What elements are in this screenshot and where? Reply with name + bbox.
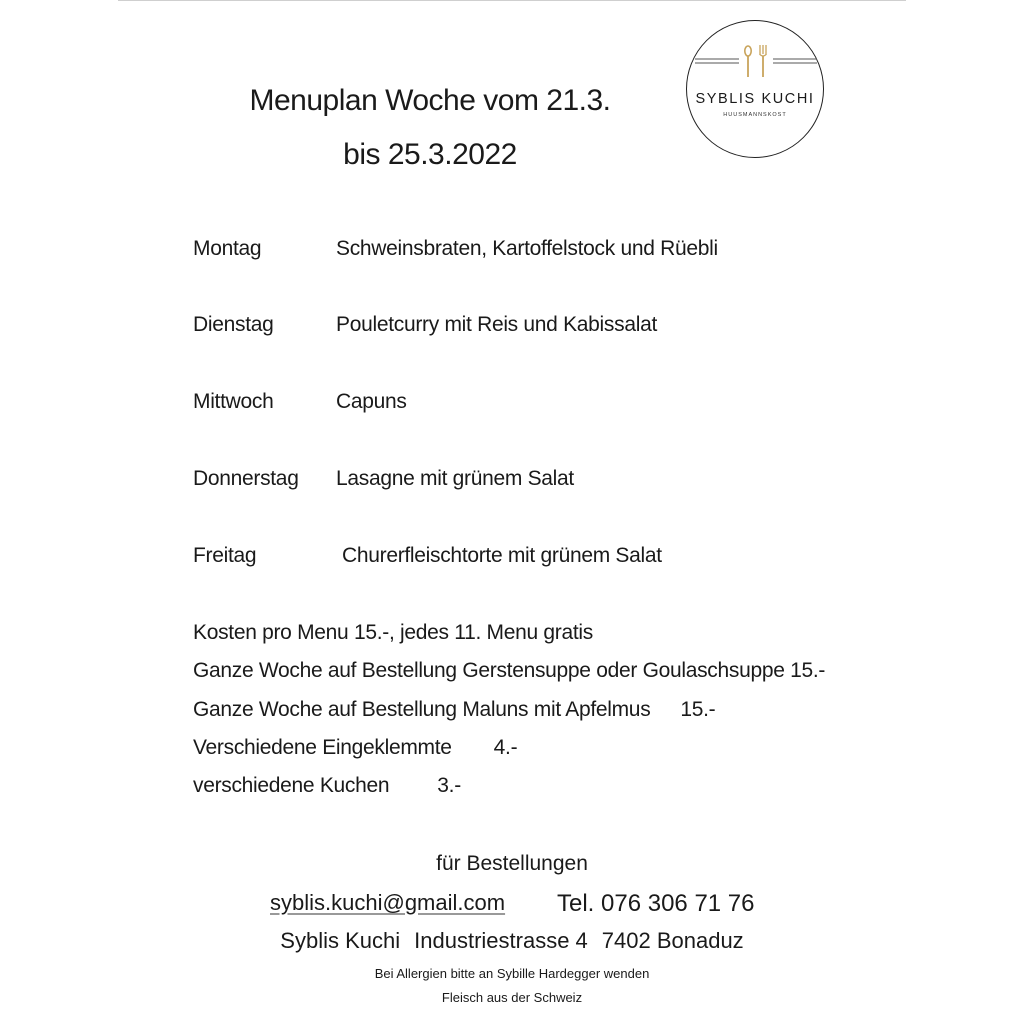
page-title-line1: Menuplan Woche vom 21.3. xyxy=(249,84,611,117)
info-cakes xyxy=(193,774,461,798)
info-maluns-price: 15.- xyxy=(680,698,716,721)
page-title-line2: bis 25.3.2022 xyxy=(343,138,517,171)
origin-note: Fleisch aus der Schweiz xyxy=(441,990,583,1005)
menu-dish: Capuns xyxy=(336,390,407,413)
business-name: Syblis Kuchi xyxy=(280,928,401,953)
logo-tagline: HUUSMANNSKOST xyxy=(723,112,787,118)
menu-dish: Schweinsbraten, Kartoffelstock und Rüebli xyxy=(336,237,718,260)
info-sandwiches-price: 4.- xyxy=(493,736,518,759)
info-cost: Kosten pro Menu 15.-, jedes 11. Menu gratis xyxy=(193,621,593,644)
info-sandwiches-text: Verschiedene Eingeklemmte xyxy=(193,736,452,759)
email-link[interactable]: syblis.kuchi@gmail.com xyxy=(270,890,506,915)
contact-phone: Tel. 076 306 71 76 xyxy=(557,890,755,917)
top-divider xyxy=(118,0,906,1)
allergy-note: Bei Allergien bitte an Sybille Hardegger wenden xyxy=(374,966,650,981)
info-soup: Ganze Woche auf Bestellung Gerstensuppe oder Goulaschsuppe 15.- xyxy=(193,659,826,682)
info-maluns-text: Ganze Woche auf Bestellung Maluns mit Apfelmus xyxy=(193,698,651,721)
menu-dish: Churerfleischtorte mit grünem Salat xyxy=(342,544,662,567)
info-sandwiches xyxy=(193,736,517,760)
menu-day: Montag xyxy=(193,237,262,260)
menu-day: Donnerstag xyxy=(193,467,299,490)
info-cakes-price: 3.- xyxy=(437,774,461,797)
info-cakes-text: verschiedene Kuchen xyxy=(193,774,390,797)
order-title: für Bestellungen xyxy=(436,852,588,875)
menu-dish: Pouletcurry mit Reis und Kabissalat xyxy=(336,313,657,336)
address xyxy=(0,928,1024,954)
info-maluns xyxy=(193,698,715,722)
contact-email[interactable] xyxy=(270,890,505,916)
menu-dish: Lasagne mit grünem Salat xyxy=(336,467,574,490)
menu-day: Dienstag xyxy=(193,313,274,336)
street-address: Industriestrasse 4 xyxy=(414,928,588,953)
menu-day: Freitag xyxy=(193,544,257,567)
fork-spoon-icon xyxy=(687,43,825,79)
logo-brand-name: SYBLIS KUCHI xyxy=(695,91,815,107)
logo xyxy=(686,20,824,158)
menu-day: Mittwoch xyxy=(193,390,274,413)
city-address: 7402 Bonaduz xyxy=(601,928,744,953)
